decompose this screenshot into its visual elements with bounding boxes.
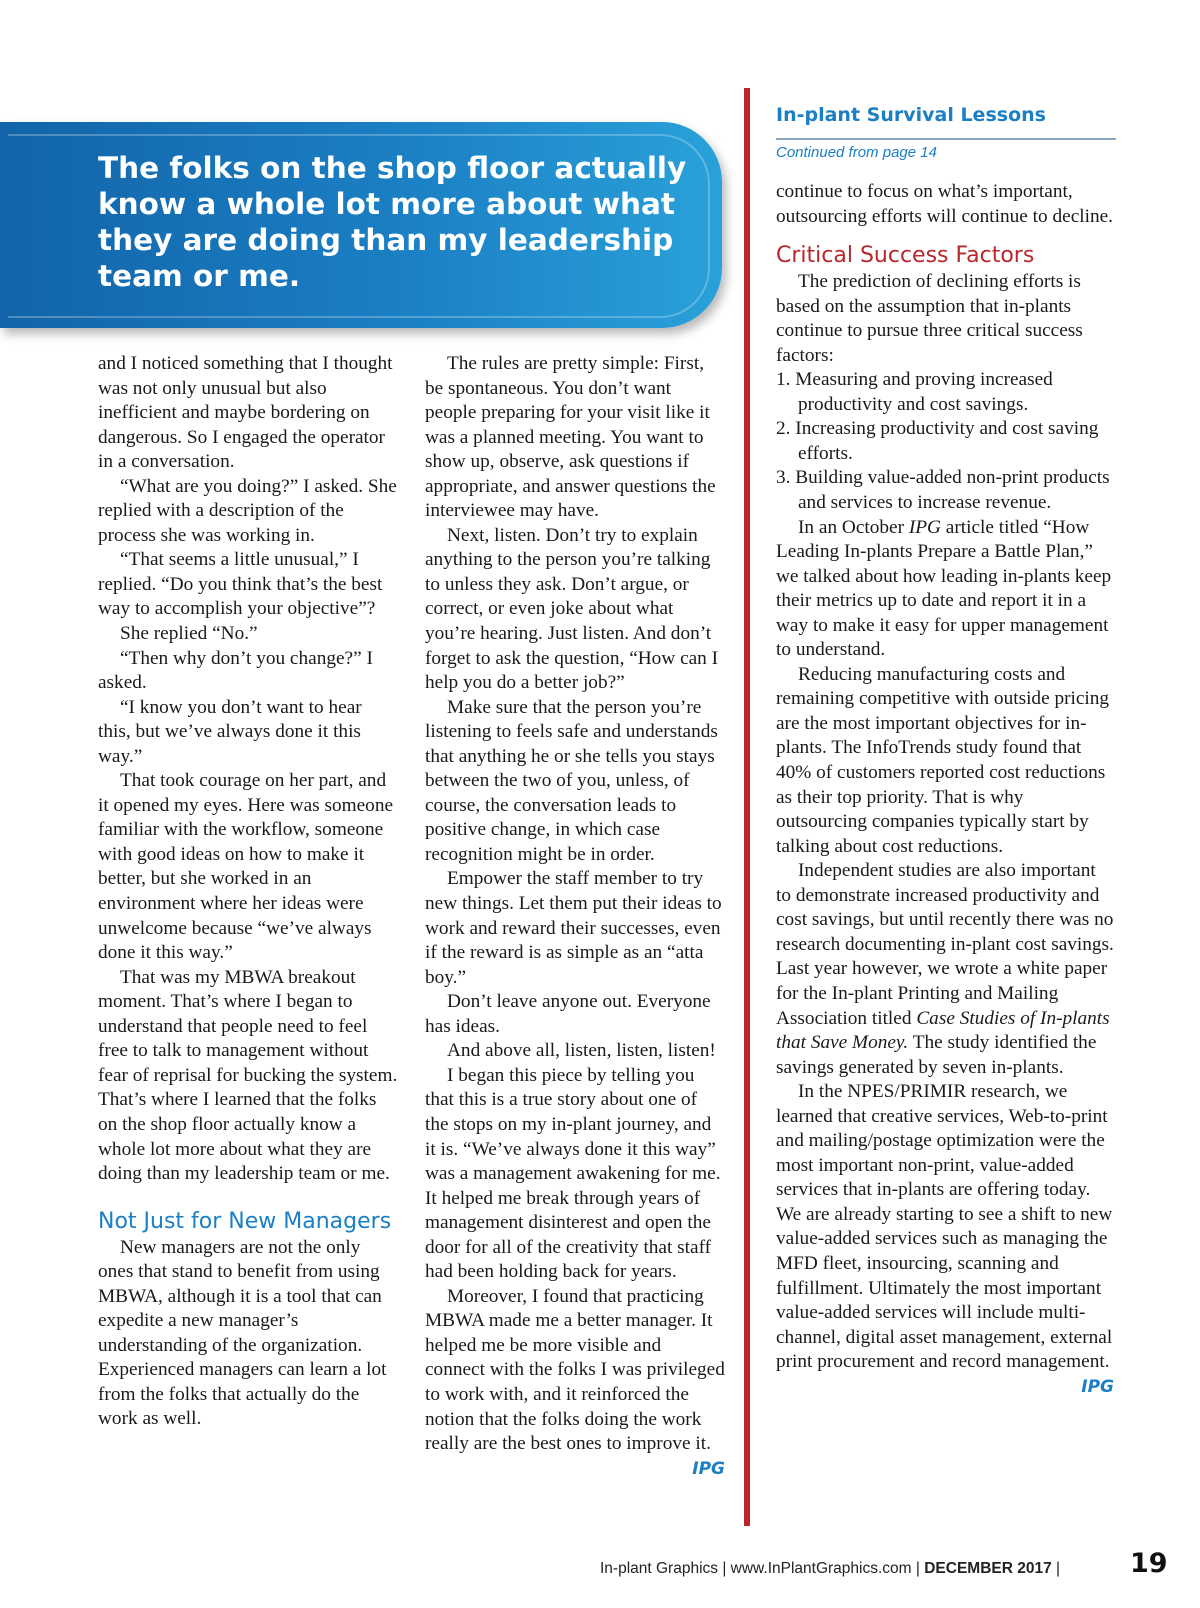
paragraph: Reducing manufacturing costs and remaining competitive with outside pricing are the most important objectives for in-plants. The InfoTrends study found that 40% of customers reported cost reductions as their top priority. That is why outsourcing companies typically start by talking about cost reductions.: [776, 663, 1110, 857]
list-item: 3. Building value-added non-print products and services to increase revenue.: [776, 467, 1110, 514]
paragraph: The rules are pretty simple: First, be spontaneous. You don’t want people preparing for your visit like it was a planned meeting. You want to show up, observe, ask questions if appropriate, and answer questions the interviewee may have.: [425, 353, 716, 522]
sidebar-column: [776, 180, 1114, 1399]
footer-separator: |: [1051, 1560, 1061, 1577]
paragraph: Make sure that the person you’re listening to feels safe and understands that anything he or she tells you stays between the two of you, unless, of course, the conversation leads to positive change, in which case recognition might be in order.: [425, 696, 718, 865]
article-column-1: [98, 352, 398, 1432]
paragraph: “That seems a little unusual,” I replied. “Do you think that’s the best way to accomplish your objective”?: [98, 549, 383, 620]
paragraph: I began this piece by telling you that this is a true story about one of the stops on my in-plant journey, and it is. “We’ve always done it this way” was a management awakening for me. It helped me break through years of management disinterest and open the door for all of the creativity that staff had been holding back for years.: [425, 1064, 721, 1283]
list-item: 1. Measuring and proving increased productivity and cost savings.: [776, 369, 1053, 415]
continued-note: Continued from page 14: [776, 144, 937, 161]
paragraph: [776, 516, 1114, 663]
paragraph: And above all, listen, listen, listen!: [447, 1040, 716, 1062]
publication-name: IPG: [908, 516, 941, 538]
paragraph: She replied “No.”: [120, 623, 258, 645]
paragraph-text: In the NPES/PRIMIR research, we learned that creative services, Web-to-print and mailing/postage optimization were the most important non-print, value-added services that in-plants are offering today. We are already starting to see a shift to new value-added services such as managing the MFD fleet, insourcing, scanning and fulfillment. Ultimately the most important value-added services will include multi-channel, digital asset management, external print procurement and record management.: [776, 1081, 1113, 1373]
paragraph: [776, 1080, 1114, 1397]
paragraph-text: The study identified the savings generated by seven in-plants.: [776, 1032, 1097, 1078]
article-column-2: [425, 352, 725, 1481]
paragraph: “I know you don’t want to hear this, but we’ve always done it this way.”: [98, 696, 362, 767]
paragraph: That was my MBWA breakout moment. That’s where I began to understand that people need to feel free to talk to management without fear of reprisal for bucking the system. That’s where I learned that the folks on the shop floor actually know a whole lot more about what they are doing than my leadership team or me.: [98, 966, 398, 1185]
ipg-end-mark: IPG: [1081, 1376, 1114, 1397]
ipg-end-mark: IPG: [692, 1458, 725, 1479]
paragraph: “What are you doing?” I asked. She replied with a description of the process she was working in.: [98, 475, 397, 546]
pull-quote-text: The folks on the shop floor actually know a whole lot more about what they are doing than my leadership team or me.: [98, 151, 687, 293]
subhead-critical-success-factors: Critical Success Factors: [776, 243, 1035, 269]
paragraph-text: In an October: [798, 516, 909, 538]
paragraph: The prediction of declining efforts is based on the assumption that in-plants continue to pursue three critical success factors:: [776, 271, 1083, 366]
sidebar-title-rule: [776, 138, 1116, 140]
paragraph: Next, listen. Don’t try to explain anything to the person you’re talking to unless they ask. Don’t argue, or correct, or even joke about what you’re hearing. Just listen. And don’t forget to ask the question, “How can I help you do a better job?”: [425, 524, 719, 694]
page-footer: [600, 1560, 1120, 1578]
paragraph: Empower the staff member to try new things. Let them put their ideas to work and reward their successes, even if the reward is as simple as an “atta boy.”: [425, 868, 722, 988]
column-divider-rule: [744, 88, 750, 1526]
paragraph-text: Independent studies are also important to demonstrate increased productivity and cost savings, but until recently there was no research documenting in-plant cost savings. Last year however, we wrote a white paper for the In-plant Printing and Mailing Association titled: [776, 860, 1114, 1029]
sidebar-section-title: In-plant Survival Lessons: [776, 104, 1046, 126]
subhead-not-just-for-new-managers: Not Just for New Managers: [98, 1208, 392, 1234]
page-number: 19: [1130, 1548, 1168, 1579]
paragraph: [776, 859, 1114, 1080]
paragraph: continue to focus on what’s important, outsourcing efforts will continue to decline.: [776, 181, 1113, 227]
footer-publication: In-plant Graphics | www.InPlantGraphics.com |: [600, 1560, 925, 1577]
paragraph: and I noticed something that I thought was not only unusual but also inefficient and maybe bordering on dangerous. So I engaged the operator in a conversation.: [98, 353, 393, 473]
white-paper-title: Case Studies of In-plants that Save Money.: [776, 1007, 1110, 1054]
paragraph: That took courage on her part, and it opened my eyes. Here was someone familiar with the workflow, someone with good ideas on how to make it better, but she worked in an environment where her ideas were unwelcome because “we’ve always done it this way.”: [98, 770, 394, 964]
paragraph: “Then why don’t you change?” I asked.: [98, 647, 373, 694]
paragraph: [425, 1285, 725, 1479]
footer-date: DECEMBER 2017: [924, 1560, 1052, 1577]
paragraph: Don’t leave anyone out. Everyone has ideas.: [425, 991, 711, 1037]
paragraph-text: Moreover, I found that practicing MBWA made me a better manager. It helped me be more visible and connect with the folks I was privileged to work with, and it reinforced the notion that the folks doing the work really are the best ones to improve it.: [425, 1285, 725, 1455]
paragraph: New managers are not the only ones that stand to benefit from using MBWA, although it is a tool that can expedite a new manager’s understanding of the organization. Experienced managers can learn a lot from the folks that actually do the work as well.: [98, 1236, 387, 1430]
paragraph-text: article titled “How Leading In-plants Prepare a Battle Plan,” we talked about how leading in-plants keep their metrics up to date and report it in a way to make it easy for upper management to understand.: [776, 516, 1112, 661]
list-item: 2. Increasing productivity and cost saving efforts.: [776, 418, 1099, 464]
